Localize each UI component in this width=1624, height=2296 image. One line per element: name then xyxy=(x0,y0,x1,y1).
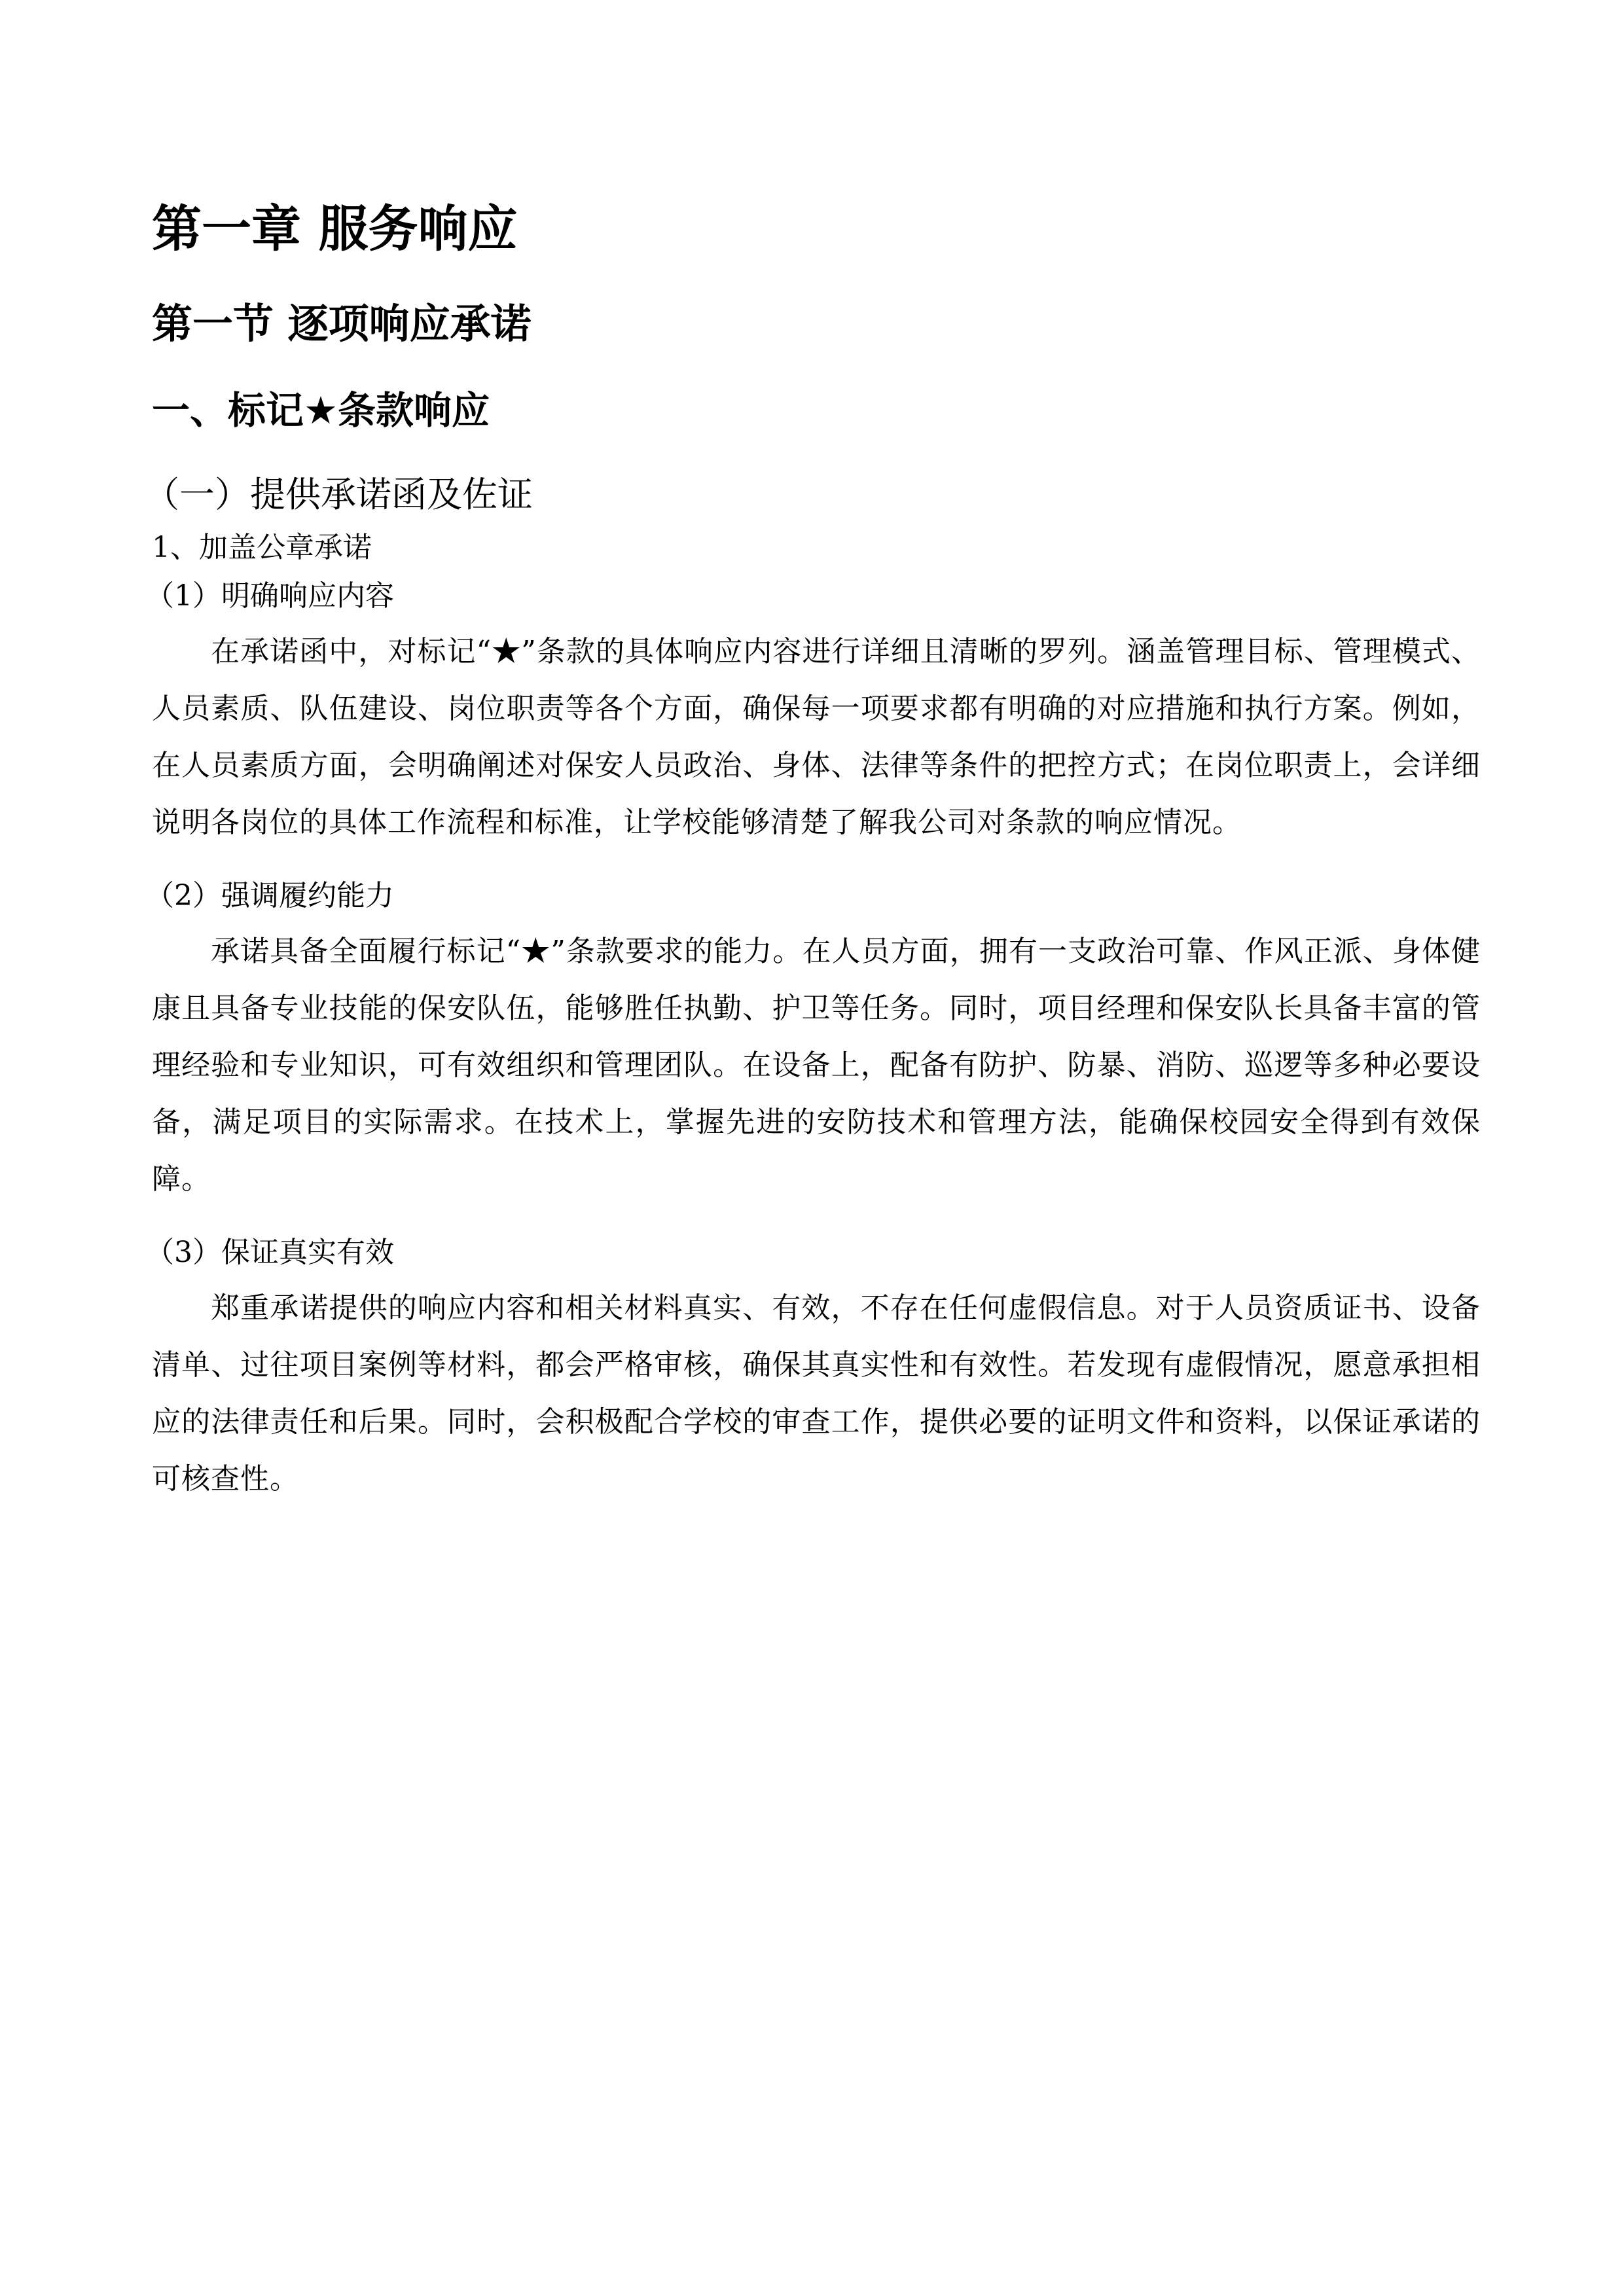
point-paragraph: 在承诺函中，对标记“★”条款的具体响应内容进行详细且清晰的罗列。涵盖管理目标、管理模式、人员素质、队伍建设、岗位职责等各个方面，确保每一项要求都有明确的对应措施和执行方案。例如，在人员素质方面，会明确阐述对保安人员政治、身体、法律等条件的把控方式；在岗位职责上，会详细说明各岗位的具体工作流程和标准，让学校能够清楚了解我公司对条款的响应情况。 xyxy=(152,635,1481,839)
chapter-title: 第一章 服务响应 xyxy=(152,200,518,258)
item-title: 1、加盖公章承诺 xyxy=(152,531,372,564)
point-heading: （2）强调履约能力 xyxy=(145,879,394,912)
section-title: 第一节 逐项响应承诺 xyxy=(152,300,532,348)
point-heading: （3）保证真实有效 xyxy=(145,1236,394,1269)
subsection-title: 一、标记★条款响应 xyxy=(152,388,490,433)
document-content xyxy=(144,196,1481,1528)
point-paragraph: 郑重承诺提供的响应内容和相关材料真实、有效，不存在任何虚假信息。对于人员资质证书、设备清单、过往项目案例等材料，都会严格审核，确保其真实性和有效性。若发现有虚假情况，愿意承担相应的法律责任和后果。同时，会积极配合学校的审查工作，提供必要的证明文件和资料，以保证承诺的可核查性。 xyxy=(152,1291,1481,1496)
point-heading: （1）明确响应内容 xyxy=(145,579,394,613)
part-title: （一）提供承诺函及佐证 xyxy=(144,474,533,515)
point-paragraph: 承诺具备全面履行标记“★”条款要求的能力。在人员方面，拥有一支政治可靠、作风正派、身体健康且具备专业技能的保安队伍，能够胜任执勤、护卫等任务。同时，项目经理和保安队长具备丰富的管理经验和专业知识，可有效组织和管理团队。在设备上，配备有防护、防暴、消防、巡逻等多种必要设备，满足项目的实际需求。在技术上，掌握先进的安防技术和管理方法，能确保校园安全得到有效保障。 xyxy=(152,935,1481,1196)
